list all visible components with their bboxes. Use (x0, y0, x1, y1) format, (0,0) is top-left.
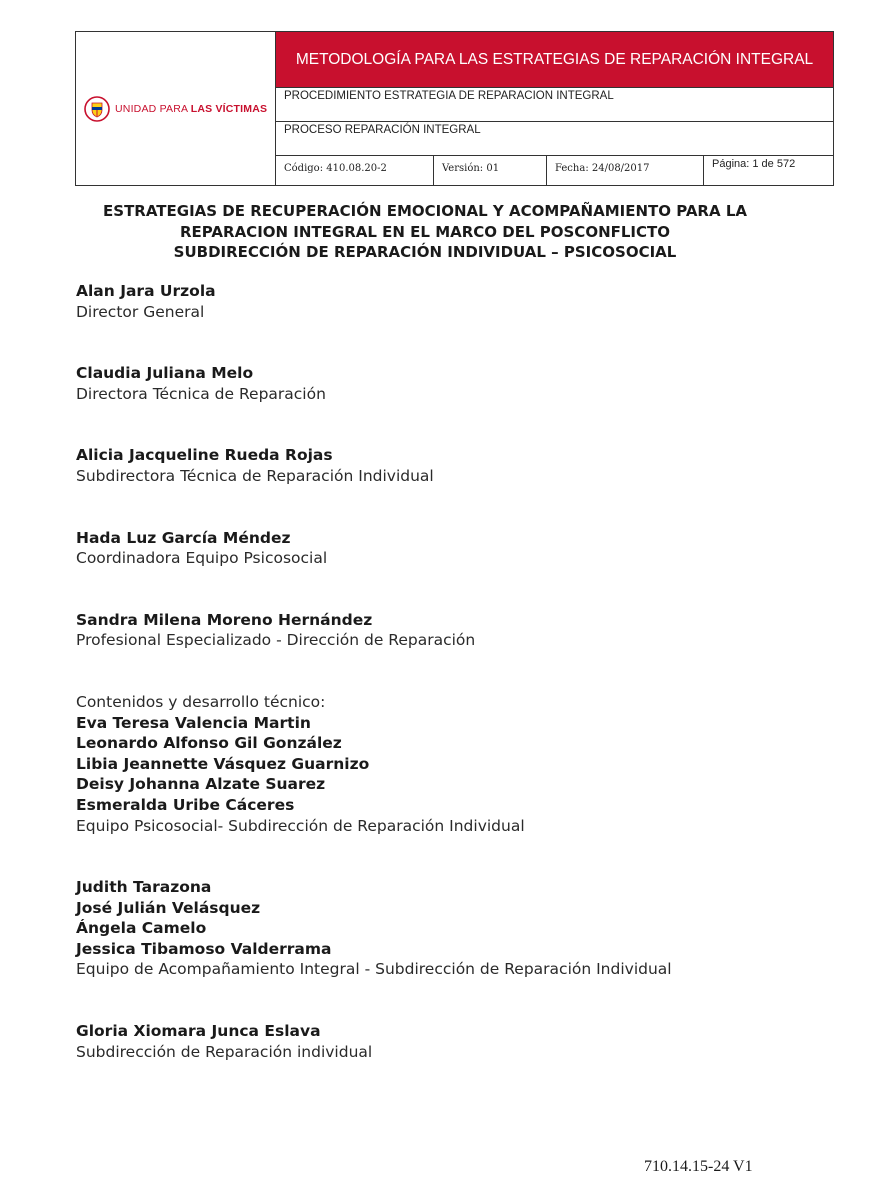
team-member: Esmeralda Uribe Cáceres (76, 795, 295, 814)
credit-name: Alan Jara Urzola (76, 282, 216, 300)
page-indicator: Página: 1 de 572 (712, 158, 796, 170)
doc-date: Fecha: 24/08/2017 (547, 156, 704, 185)
team-role: Equipo Psicosocial- Subdirección de Reparación Individual (76, 816, 525, 835)
credit-entry (76, 528, 836, 569)
team-member: Ángela Camelo (76, 919, 207, 938)
document-header (75, 31, 834, 186)
logo-cell (76, 32, 276, 186)
meta-row (276, 156, 834, 186)
credit-role: Profesional Especializado - Dirección de Reparación (76, 631, 476, 650)
credit-name: Sandra Milena Moreno Hernández (76, 610, 373, 629)
credit-name: Gloria Xiomara Junca Eslava (76, 1022, 321, 1041)
credit-role: Director General (76, 302, 205, 321)
credit-role: Directora Técnica de Reparación (76, 384, 326, 403)
team-member: Eva Teresa Valencia Martin (76, 713, 311, 732)
title-line-1: ESTRATEGIAS DE RECUPERACIÓN EMOCIONAL Y ACOMPAÑAMIENTO PARA LA (103, 202, 747, 220)
credit-entry (76, 610, 836, 651)
header-title: METODOLOGÍA PARA LAS ESTRATEGIAS DE REPARACIÓN INTEGRAL (276, 32, 834, 88)
doc-code: Código: 410.08.20-2 (276, 156, 434, 185)
credit-entry (76, 363, 836, 404)
team-member: Leonardo Alfonso Gil González (76, 734, 342, 753)
footer-document-code: 710.14.15-24 V1 (644, 1158, 753, 1175)
credit-name: Alicia Jacqueline Rueda Rojas (76, 446, 333, 465)
technical-team-intro: Contenidos y desarrollo técnico: (76, 692, 326, 711)
doc-version: Versión: 01 (434, 156, 547, 185)
credit-role: Subdirección de Reparación individual (76, 1042, 373, 1061)
team-member: Libia Jeannette Vásquez Guarnizo (76, 754, 370, 773)
document-title (75, 201, 775, 263)
technical-team (76, 692, 836, 836)
credits-section (76, 281, 836, 1103)
credit-role: Coordinadora Equipo Psicosocial (76, 549, 328, 568)
accompaniment-team (76, 877, 836, 980)
logo-text: UNIDAD PARA LAS VÍCTIMAS (115, 102, 268, 115)
credit-name: Hada Luz García Méndez (76, 528, 291, 547)
title-line-2: REPARACION INTEGRAL EN EL MARCO DEL POSCONFLICTO (180, 222, 670, 241)
credit-entry (76, 1021, 836, 1062)
team-member: Jessica Tibamoso Valderrama (76, 939, 332, 958)
team-member: Deisy Johanna Alzate Suarez (76, 775, 326, 794)
procedure-row: PROCEDIMIENTO ESTRATEGIA DE REPARACION INTEGRAL (276, 88, 834, 122)
process-row: PROCESO REPARACIÓN INTEGRAL (276, 122, 834, 156)
title-line-3: SUBDIRECCIÓN DE REPARACIÓN INDIVIDUAL – PSICOSOCIAL (173, 243, 677, 261)
coat-of-arms-icon (84, 96, 110, 122)
credit-entry (76, 281, 836, 322)
institution-logo (76, 96, 275, 122)
team-member: José Julián Velásquez (76, 898, 261, 917)
credit-role: Subdirectora Técnica de Reparación Individual (76, 466, 434, 485)
credit-entry (76, 445, 836, 486)
team-member: Judith Tarazona (76, 878, 212, 897)
credit-name: Claudia Juliana Melo (76, 364, 254, 383)
team-role: Equipo de Acompañamiento Integral - Subdirección de Reparación Individual (76, 960, 672, 979)
